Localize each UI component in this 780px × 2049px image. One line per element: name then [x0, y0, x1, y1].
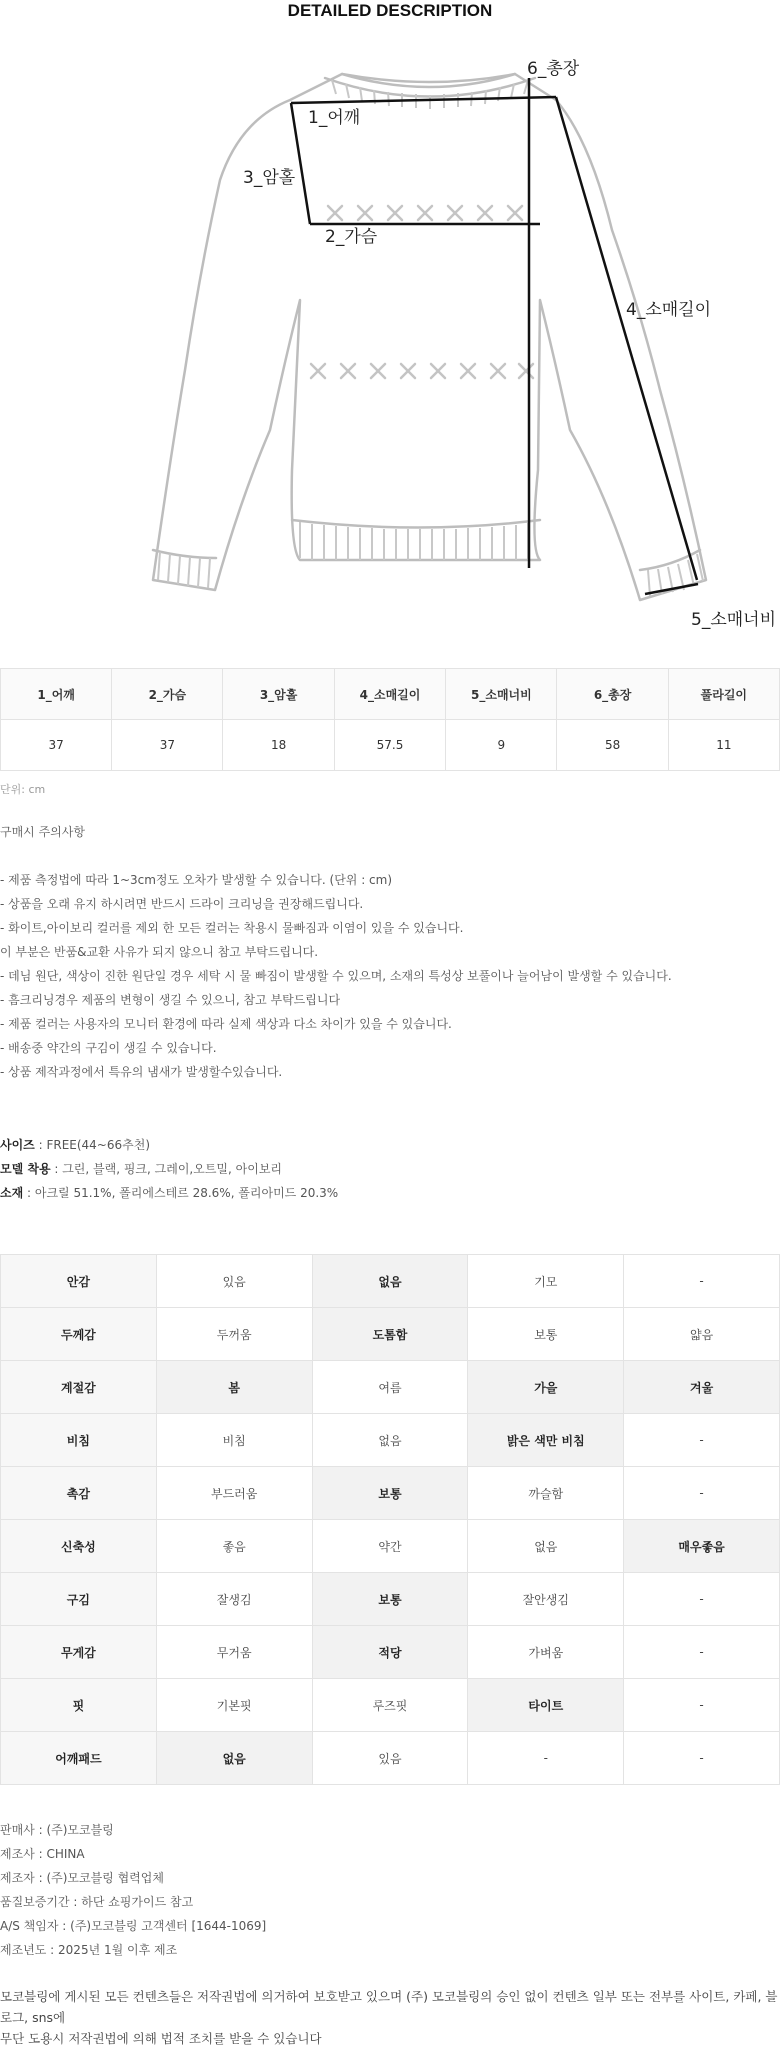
attribute-option-cell: 봄	[156, 1361, 312, 1414]
copyright-line: 무단 도용시 저작권법에 의해 법적 조치를 받을 수 있습니다	[0, 2031, 322, 2046]
unit-note: 단위: cm	[0, 783, 46, 796]
attribute-option-cell: 매우좋음	[624, 1520, 780, 1573]
size-value-cell: 11	[668, 720, 779, 771]
attribute-option-cell: 있음	[312, 1732, 468, 1785]
spec-size-label: 사이즈	[0, 1138, 35, 1152]
label-chest: 2_가슴	[325, 227, 378, 247]
attribute-row	[1, 1255, 780, 1308]
attribute-option-cell: -	[624, 1255, 780, 1308]
attribute-option-cell: -	[624, 1732, 780, 1785]
attribute-row	[1, 1414, 780, 1467]
attribute-option-cell: 있음	[156, 1255, 312, 1308]
label-sleeve-length: 4_소매길이	[626, 300, 712, 320]
attribute-option-cell: 좋음	[156, 1520, 312, 1573]
label-sleeve-width: 5_소매너비	[691, 610, 777, 630]
attribute-row	[1, 1520, 780, 1573]
info-line: 제조자 : (주)모코블링 협력업체	[0, 1871, 164, 1885]
attribute-option-cell: 없음	[312, 1255, 468, 1308]
note-item: - 상품을 오래 유지 하시려면 반드시 드라이 크리닝을 권장해드립니다.	[0, 897, 364, 911]
attribute-option-cell: 가벼움	[468, 1626, 624, 1679]
attribute-option-cell: 잘안생김	[468, 1573, 624, 1626]
attribute-option-cell: -	[624, 1414, 780, 1467]
shoulder-measure-line	[291, 97, 556, 103]
size-value-cell: 37	[112, 720, 223, 771]
page-title: DETAILED DESCRIPTION	[287, 1, 493, 20]
attribute-option-cell: 없음	[312, 1414, 468, 1467]
size-table-value-row	[1, 720, 780, 771]
purchase-notes	[0, 820, 672, 1084]
copyright-line: 모코블링에 게시된 모든 컨텐츠들은 저작권법에 의거하여 보호받고 있으며 (주) 모코블링의 승인 없이 컨텐츠 일부 또는 전부를 사이트, 카페, 블로그, sns에	[0, 1989, 778, 2025]
attribute-option-cell: 타이트	[468, 1679, 624, 1732]
attribute-option-cell: 도톰함	[312, 1308, 468, 1361]
sleeve-length-measure-line	[556, 97, 697, 580]
size-value-cell: 18	[223, 720, 334, 771]
attribute-name-cell: 두께감	[1, 1308, 157, 1361]
spec-size-value: : FREE(44~66추천)	[34, 1138, 150, 1152]
attribute-name-cell: 안감	[1, 1255, 157, 1308]
spec-model-label: 모델 착용	[0, 1162, 51, 1176]
spec-size	[0, 1133, 338, 1157]
size-header-cell: 풀라길이	[668, 669, 779, 720]
attribute-option-cell: -	[624, 1626, 780, 1679]
attribute-option-cell: 얇음	[624, 1308, 780, 1361]
size-table-header-row	[1, 669, 780, 720]
attribute-name-cell: 비침	[1, 1414, 157, 1467]
note-item: - 제품 컬러는 사용자의 모니터 환경에 따라 실제 색상과 다소 차이가 있을 수 있습니다.	[0, 1017, 452, 1031]
spec-material-value: : 아크릴 51.1%, 폴리에스테르 28.6%, 폴리아미드 20.3%	[23, 1186, 339, 1200]
copyright-notice	[0, 1986, 780, 2049]
attribute-row	[1, 1467, 780, 1520]
attribute-row	[1, 1626, 780, 1679]
spec-material	[0, 1181, 338, 1205]
label-shoulder: 1_어깨	[308, 108, 361, 128]
attribute-row	[1, 1361, 780, 1414]
spec-material-label: 소재	[0, 1186, 24, 1200]
attribute-name-cell: 어깨패드	[1, 1732, 157, 1785]
size-header-cell: 3_암홀	[223, 669, 334, 720]
attribute-row	[1, 1573, 780, 1626]
info-line: 제조년도 : 2025년 1월 이후 제조	[0, 1943, 178, 1957]
attribute-name-cell: 구김	[1, 1573, 157, 1626]
note-item: - 상품 제작과정에서 특유의 냄새가 발생할수있습니다.	[0, 1065, 283, 1079]
attribute-option-cell: 가을	[468, 1361, 624, 1414]
attribute-option-cell: 비침	[156, 1414, 312, 1467]
info-line: 제조사 : CHINA	[0, 1847, 85, 1861]
attribute-name-cell: 촉감	[1, 1467, 157, 1520]
attribute-row	[1, 1679, 780, 1732]
spec-model-value: : 그린, 블랙, 핑크, 그레이,오트밀, 아이보리	[50, 1162, 283, 1176]
attribute-option-cell: 보통	[468, 1308, 624, 1361]
info-line: 판매사 : (주)모코블링	[0, 1823, 114, 1837]
note-item: - 화이트,아이보리 컬러를 제외 한 모든 컬러는 착용시 물빠짐과 이염이 있을 수 있습니다.	[0, 921, 464, 935]
attribute-option-cell: -	[468, 1732, 624, 1785]
size-table	[0, 668, 780, 771]
size-header-cell: 4_소매길이	[334, 669, 446, 720]
attribute-option-cell: 잘생김	[156, 1573, 312, 1626]
attribute-option-cell: 무거움	[156, 1626, 312, 1679]
spec-model	[0, 1157, 338, 1181]
attribute-option-cell: 적당	[312, 1626, 468, 1679]
attribute-row	[1, 1308, 780, 1361]
notes-heading: 구매시 주의사항	[0, 825, 85, 839]
attribute-option-cell: 없음	[156, 1732, 312, 1785]
info-line: A/S 책임자 : (주)모코블링 고객센터 [1644-1069]	[0, 1919, 267, 1933]
note-item: - 제품 측정법에 따라 1~3cm정도 오차가 발생할 수 있습니다. (단위 : cm)	[0, 873, 393, 887]
note-item: - 데님 원단, 색상이 진한 원단일 경우 세탁 시 물 빠짐이 발생할 수 있으며, 소재의 특성상 보풀이나 늘어남이 발생할 수 있습니다.	[0, 969, 672, 983]
note-item: - 흠크리닝경우 제품의 변형이 생길 수 있으니, 참고 부탁드립니다	[0, 993, 341, 1007]
note-item: - 배송중 약간의 구김이 생길 수 있습니다.	[0, 1041, 217, 1055]
attribute-option-cell: -	[624, 1467, 780, 1520]
product-attribute-table	[0, 1254, 780, 1785]
attribute-option-cell: 기본핏	[156, 1679, 312, 1732]
attribute-name-cell: 신축성	[1, 1520, 157, 1573]
attribute-name-cell: 계절감	[1, 1361, 157, 1414]
size-value-cell: 37	[1, 720, 112, 771]
size-header-cell: 1_어깨	[1, 669, 112, 720]
size-header-cell: 6_총장	[557, 669, 668, 720]
attribute-option-cell: 밝은 색만 비침	[468, 1414, 624, 1467]
attribute-option-cell: 여름	[312, 1361, 468, 1414]
note-item: 이 부분은 반품&교환 사유가 되지 않으니 참고 부탁드립니다.	[0, 945, 319, 959]
size-value-cell: 9	[446, 720, 557, 771]
size-value-cell: 58	[557, 720, 668, 771]
attribute-option-cell: 두꺼움	[156, 1308, 312, 1361]
seller-info	[0, 1818, 266, 1962]
attribute-option-cell: 겨울	[624, 1361, 780, 1414]
size-value-cell: 57.5	[334, 720, 446, 771]
attribute-option-cell: 기모	[468, 1255, 624, 1308]
label-total-length: 6_총장	[527, 59, 580, 79]
attribute-row	[1, 1732, 780, 1785]
size-header-cell: 2_가슴	[112, 669, 223, 720]
attribute-option-cell: 보통	[312, 1573, 468, 1626]
sweater-illustration	[0, 30, 780, 650]
product-spec	[0, 1133, 338, 1205]
sweater-measurement-diagram	[0, 30, 780, 650]
attribute-option-cell: 루즈핏	[312, 1679, 468, 1732]
attribute-name-cell: 무게감	[1, 1626, 157, 1679]
attribute-option-cell: 부드러움	[156, 1467, 312, 1520]
info-line: 품질보증기간 : 하단 쇼핑가이드 참고	[0, 1895, 194, 1909]
size-header-cell: 5_소매너비	[446, 669, 557, 720]
label-armhole: 3_암홀	[243, 168, 296, 188]
attribute-option-cell: 보통	[312, 1467, 468, 1520]
attribute-option-cell: -	[624, 1679, 780, 1732]
attribute-option-cell: -	[624, 1573, 780, 1626]
attribute-option-cell: 없음	[468, 1520, 624, 1573]
attribute-option-cell: 까슬함	[468, 1467, 624, 1520]
attribute-option-cell: 약간	[312, 1520, 468, 1573]
attribute-name-cell: 핏	[1, 1679, 157, 1732]
